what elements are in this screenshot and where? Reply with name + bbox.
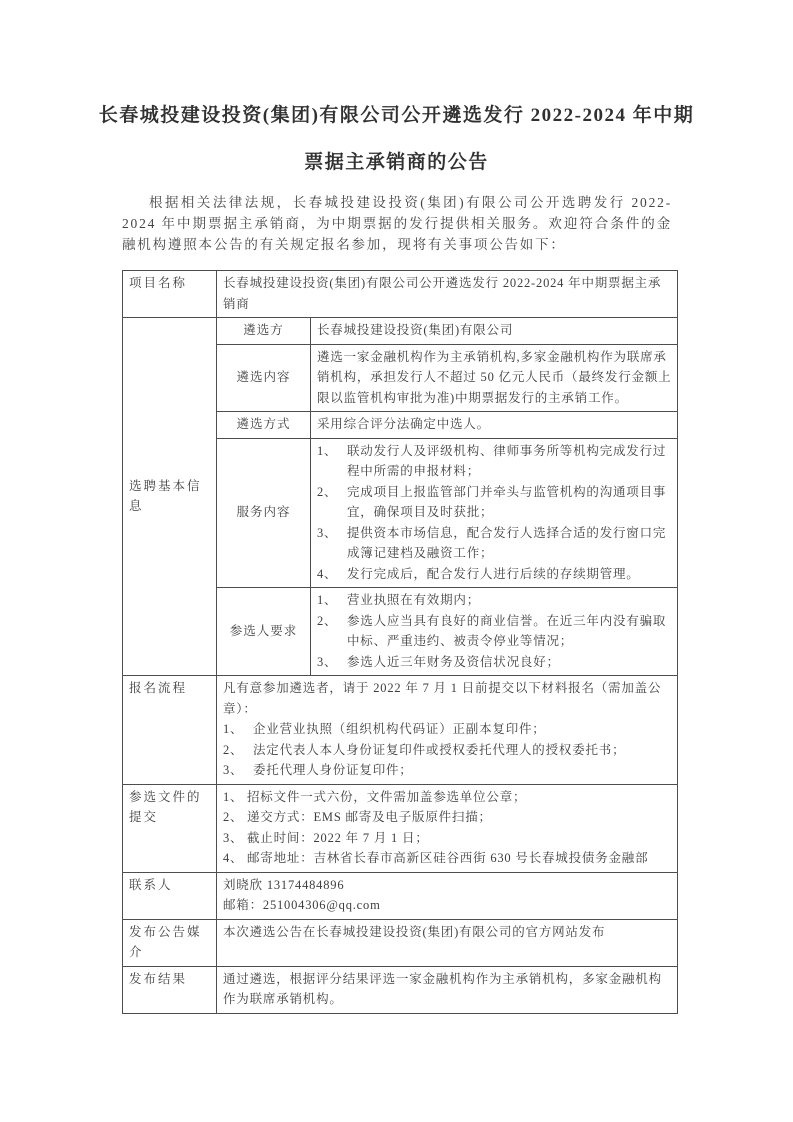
item-text: 委托代理人身份证复印件；	[253, 763, 413, 777]
item-number: 2、	[223, 810, 244, 824]
contact-email: 邮箱：251004306@qq.com	[223, 898, 381, 912]
item-number: 3、	[317, 654, 338, 669]
basic-info-label: 选聘基本信息	[123, 318, 217, 676]
selector-value: 长春城投建设投资(集团)有限公司	[311, 318, 678, 345]
candidate-requirements-label: 参选人要求	[217, 588, 311, 676]
item-text: 邮寄地址：吉林省长春市高新区硅谷西街 630 号长春城投债务金融部	[247, 851, 649, 865]
submission-item-4	[223, 848, 672, 869]
project-name-value: 长春城投建设投资(集团)有限公司公开遴选发行 2022-2024 年中期票据主承销商	[217, 271, 678, 318]
selector-label: 遴选方	[217, 318, 311, 345]
registration-intro: 凡有意参加遴选者，请于 2022 年 7 月 1 日前提交以下材料报名（需加盖公章）：	[223, 681, 662, 716]
item-text: 提供资本市场信息，配合发行人选择合适的发行窗口完成簿记建档及融资工作；	[347, 525, 667, 560]
row-project-name	[123, 271, 678, 318]
contact-name-phone: 刘晓欣 13174484896	[223, 877, 345, 892]
item-number: 1、	[223, 722, 244, 736]
row-media	[123, 919, 678, 966]
submission-item-2	[223, 807, 672, 828]
item-number: 2、	[317, 484, 338, 499]
item-text: 截止时间：2022 年 7 月 1 日；	[247, 830, 429, 845]
registration-item-1	[223, 719, 672, 740]
item-text: 联动发行人及评级机构、律师事务所等机构完成发行过程中所需的申报材料；	[347, 443, 667, 478]
registration-item-3	[223, 760, 672, 781]
candidate-requirements-value	[311, 588, 678, 676]
registration-value	[217, 676, 678, 785]
submission-item-1	[223, 787, 672, 808]
row-registration	[123, 676, 678, 785]
row-selector	[123, 318, 678, 345]
service-item-3	[317, 523, 672, 564]
item-number: 4、	[223, 851, 244, 865]
intro-paragraph: 根据相关法律法规，长春城投建设投资(集团)有限公司公开选聘发行 2022-2024 年中期票据主承销商，为中期票据的发行提供相关服务。欢迎符合条件的金融机构遵照本公告的有关规定报名参加，现将有关事项公告如下：	[122, 195, 672, 252]
item-number: 1、	[223, 789, 244, 804]
selection-method-value: 采用综合评分法确定中选人。	[311, 412, 678, 439]
item-text: 参选人近三年财务及资信状况良好；	[347, 654, 560, 669]
service-item-2	[317, 482, 672, 523]
item-text: 完成项目上报监管部门并牵头与监管机构的沟通项目事宜，确保项目及时获批；	[347, 484, 667, 519]
item-number: 1、	[317, 443, 338, 458]
item-number: 3、	[223, 830, 244, 845]
item-number: 2、	[317, 613, 338, 628]
announcement-table	[122, 270, 678, 1014]
item-number: 3、	[223, 763, 244, 777]
result-label: 发布结果	[123, 966, 217, 1013]
item-number: 4、	[317, 566, 338, 581]
submission-item-3	[223, 828, 672, 849]
service-item-4	[317, 564, 672, 585]
item-text: 发行完成后，配合发行人进行后续的存续期管理。	[347, 566, 640, 581]
title-line-2: 票据主承销商的公告	[304, 152, 489, 173]
title-line-1: 长春城投建设投资(集团)有限公司公开遴选发行 2022-2024 年中期	[98, 105, 695, 126]
item-number: 1、	[317, 593, 338, 607]
requirement-item-2	[317, 611, 672, 652]
item-text: 招标文件一式六份，文件需加盖参选单位公章；	[247, 789, 527, 804]
item-text: 企业营业执照（组织机构代码证）正副本复印件；	[253, 722, 546, 736]
service-item-1	[317, 441, 672, 482]
contact-label: 联系人	[123, 872, 217, 919]
selection-content-label: 遴选内容	[217, 344, 311, 412]
submission-value	[217, 784, 678, 872]
contact-value	[217, 872, 678, 919]
project-name-label: 项目名称	[123, 271, 217, 318]
row-result	[123, 966, 678, 1013]
selection-method-label: 遴选方式	[217, 412, 311, 439]
item-text: 法定代表人本人身份证复印件或授权委托代理人的授权委托书；	[253, 742, 626, 757]
service-content-label: 服务内容	[217, 438, 311, 588]
row-submission	[123, 784, 678, 872]
registration-label: 报名流程	[123, 676, 217, 785]
row-contact	[123, 872, 678, 919]
registration-item-2	[223, 740, 672, 761]
item-number: 2、	[223, 742, 244, 757]
media-label: 发布公告媒介	[123, 919, 217, 966]
media-value: 本次遴选公告在长春城投建设投资(集团)有限公司的官方网站发布	[217, 919, 678, 966]
selection-content-value: 遴选一家金融机构作为主承销机构,多家金融机构作为联席承销机构，承担发行人不超过 50 亿元人民币（最终发行金额上限以监管机构审批为准)中期票据发行的主承销工作。	[311, 344, 678, 412]
item-number: 3、	[317, 525, 338, 540]
result-value: 通过遴选，根据评分结果评选一家金融机构作为主承销机构，多家金融机构作为联席承销机构。	[217, 966, 678, 1013]
item-text: 营业执照在有效期内；	[347, 593, 481, 607]
item-text: 递交方式：EMS 邮寄及电子版原件扫描；	[247, 810, 492, 824]
requirement-item-1	[317, 590, 672, 611]
item-text: 参选人应当具有良好的商业信誉。在近三年内没有骗取中标、严重违约、被责令停业等情况；	[347, 613, 667, 648]
submission-label: 参选文件的提交	[123, 784, 217, 872]
service-content-value	[311, 438, 678, 588]
requirement-item-3	[317, 652, 672, 673]
document-title	[60, 92, 733, 186]
